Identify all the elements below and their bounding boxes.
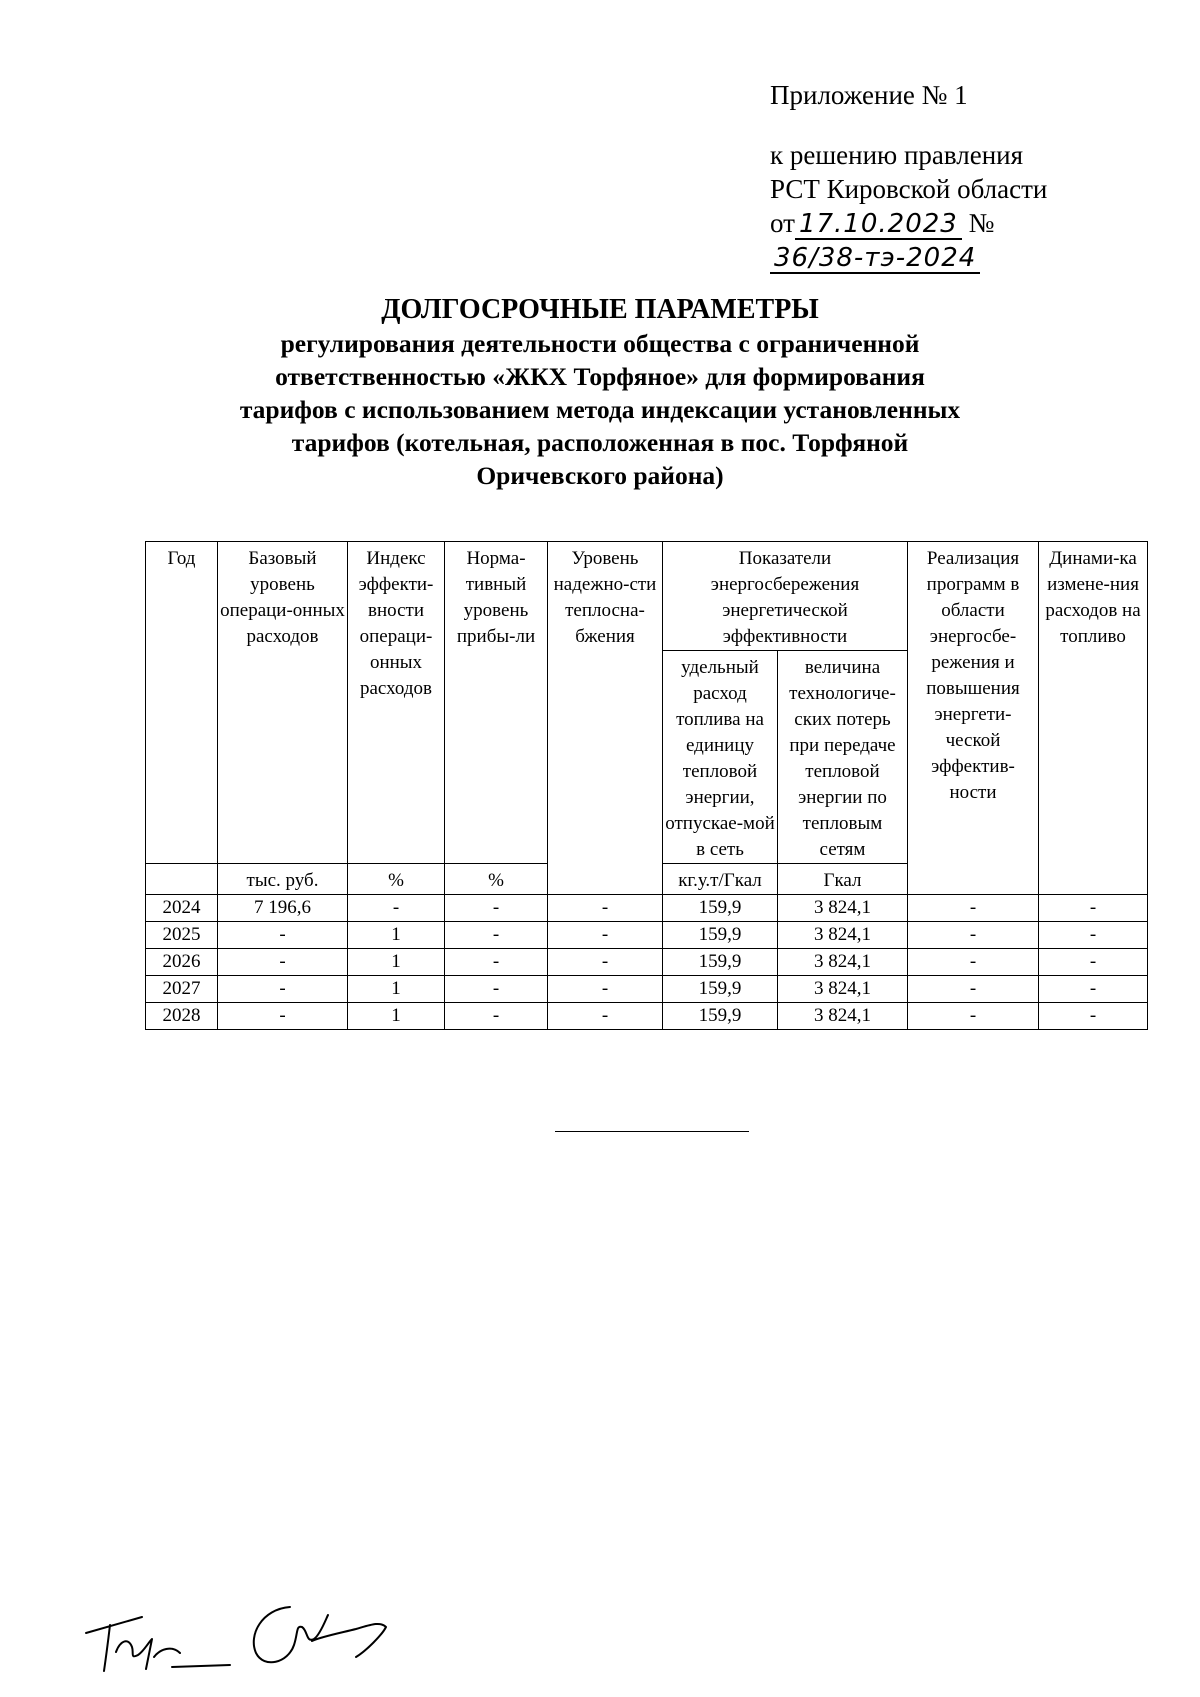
table-row xyxy=(146,1003,1148,1030)
cell-base: - xyxy=(218,1003,348,1030)
cell-base: - xyxy=(218,922,348,949)
appendix-number: Приложение № 1 xyxy=(770,80,968,110)
cell-base: 7 196,6 xyxy=(218,895,348,922)
appendix-authority-line: РСТ Кировской области xyxy=(770,174,1048,204)
cell-fuel: 159,9 xyxy=(663,895,778,922)
cell-dynamics: - xyxy=(1039,949,1148,976)
cell-year: 2027 xyxy=(146,976,218,1003)
cell-profit: - xyxy=(445,922,548,949)
handwritten-decision-number: 36/38-тэ-2024 xyxy=(770,244,980,274)
cell-reliability: - xyxy=(548,949,663,976)
cell-dynamics: - xyxy=(1039,1003,1148,1030)
cell-dynamics: - xyxy=(1039,895,1148,922)
cell-programs: - xyxy=(908,976,1039,1003)
signature-stroke xyxy=(254,1607,386,1662)
cell-losses: 3 824,1 xyxy=(778,976,908,1003)
cell-dynamics: - xyxy=(1039,922,1148,949)
table-row xyxy=(146,976,1148,1003)
unit-base-level: тыс. руб. xyxy=(218,864,348,895)
cell-profit: - xyxy=(445,949,548,976)
cell-fuel: 159,9 xyxy=(663,922,778,949)
title-line: тарифов (котельная, расположенная в пос. Торфяной xyxy=(291,428,909,457)
appendix-decision-line: к решению правления xyxy=(770,140,1024,170)
cell-programs: - xyxy=(908,922,1039,949)
header-row xyxy=(146,542,1148,651)
cell-losses: 3 824,1 xyxy=(778,895,908,922)
cell-losses: 3 824,1 xyxy=(778,949,908,976)
signature-stroke xyxy=(172,1665,230,1667)
table-row xyxy=(146,949,1148,976)
parameters-table xyxy=(145,541,1148,1030)
unit-fuel-consumption: кг.у.т/Гкал xyxy=(663,864,778,895)
cell-profit: - xyxy=(445,895,548,922)
cell-base: - xyxy=(218,949,348,976)
cell-index: 1 xyxy=(348,976,445,1003)
cell-dynamics: - xyxy=(1039,976,1148,1003)
title-line: тарифов с использованием метода индексации установленных xyxy=(239,395,961,424)
cell-year: 2024 xyxy=(146,895,218,922)
appendix-date-line xyxy=(770,206,1200,274)
title-main: ДОЛГОСРОЧНЫЕ ПАРАМЕТРЫ xyxy=(381,294,819,325)
cell-index: 1 xyxy=(348,1003,445,1030)
title-line: ответственностью «ЖКХ Торфяное» для формирования xyxy=(275,362,925,391)
cell-reliability: - xyxy=(548,1003,663,1030)
header-reliability: Уровень надежно-сти теплосна-бжения xyxy=(548,542,663,895)
cell-index: 1 xyxy=(348,922,445,949)
title-line: Оричевского района) xyxy=(476,461,724,490)
header-fuel-consumption: удельный расход топлива на единицу тепловой энергии, отпускае-мой в сеть xyxy=(663,651,778,864)
table-row xyxy=(146,895,1148,922)
unit-efficiency-index: % xyxy=(348,864,445,895)
cell-fuel: 159,9 xyxy=(663,1003,778,1030)
handwritten-date: 17.10.2023 xyxy=(795,210,962,240)
cell-losses: 3 824,1 xyxy=(778,1003,908,1030)
number-prefix: № xyxy=(968,208,995,238)
header-normative-profit: Норма-тивный уровень прибы-ли xyxy=(445,542,548,864)
cell-reliability: - xyxy=(548,895,663,922)
header-programs: Реализация программ в области энергосбе-режения и повышения энергети-ческой эффектив-ности xyxy=(908,542,1039,895)
cell-profit: - xyxy=(445,1003,548,1030)
appendix-block xyxy=(770,78,1200,274)
header-energy-saving: Показатели энергосбережения энергетической эффективности xyxy=(663,542,908,651)
cell-losses: 3 824,1 xyxy=(778,922,908,949)
cell-reliability: - xyxy=(548,976,663,1003)
signature-marks xyxy=(80,1597,410,1675)
signature-stroke xyxy=(86,1617,180,1671)
header-base-level: Базовый уровень операци-онных расходов xyxy=(218,542,348,864)
header-year: Год xyxy=(146,542,218,864)
cell-index: - xyxy=(348,895,445,922)
cell-base: - xyxy=(218,976,348,1003)
cell-reliability: - xyxy=(548,922,663,949)
cell-fuel: 159,9 xyxy=(663,949,778,976)
unit-normative-profit: % xyxy=(445,864,548,895)
title-line: регулирования деятельности общества с ограниченной xyxy=(280,329,920,358)
header-heat-losses: величина технологиче-ских потерь при передаче тепловой энергии по тепловым сетям xyxy=(778,651,908,864)
table-row xyxy=(146,922,1148,949)
cell-profit: - xyxy=(445,976,548,1003)
closing-divider xyxy=(555,1131,749,1132)
cell-programs: - xyxy=(908,1003,1039,1030)
unit-heat-losses: Гкал xyxy=(778,864,908,895)
header-efficiency-index: Индекс эффекти-вности операци-онных расходов xyxy=(348,542,445,864)
date-prefix: от xyxy=(770,208,795,238)
cell-year: 2028 xyxy=(146,1003,218,1030)
cell-index: 1 xyxy=(348,949,445,976)
cell-year: 2025 xyxy=(146,922,218,949)
cell-programs: - xyxy=(908,949,1039,976)
cell-programs: - xyxy=(908,895,1039,922)
document-title xyxy=(150,293,1050,492)
cell-fuel: 159,9 xyxy=(663,976,778,1003)
cell-year: 2026 xyxy=(146,949,218,976)
header-fuel-dynamics: Динами-ка измене-ния расходов на топливо xyxy=(1039,542,1148,895)
